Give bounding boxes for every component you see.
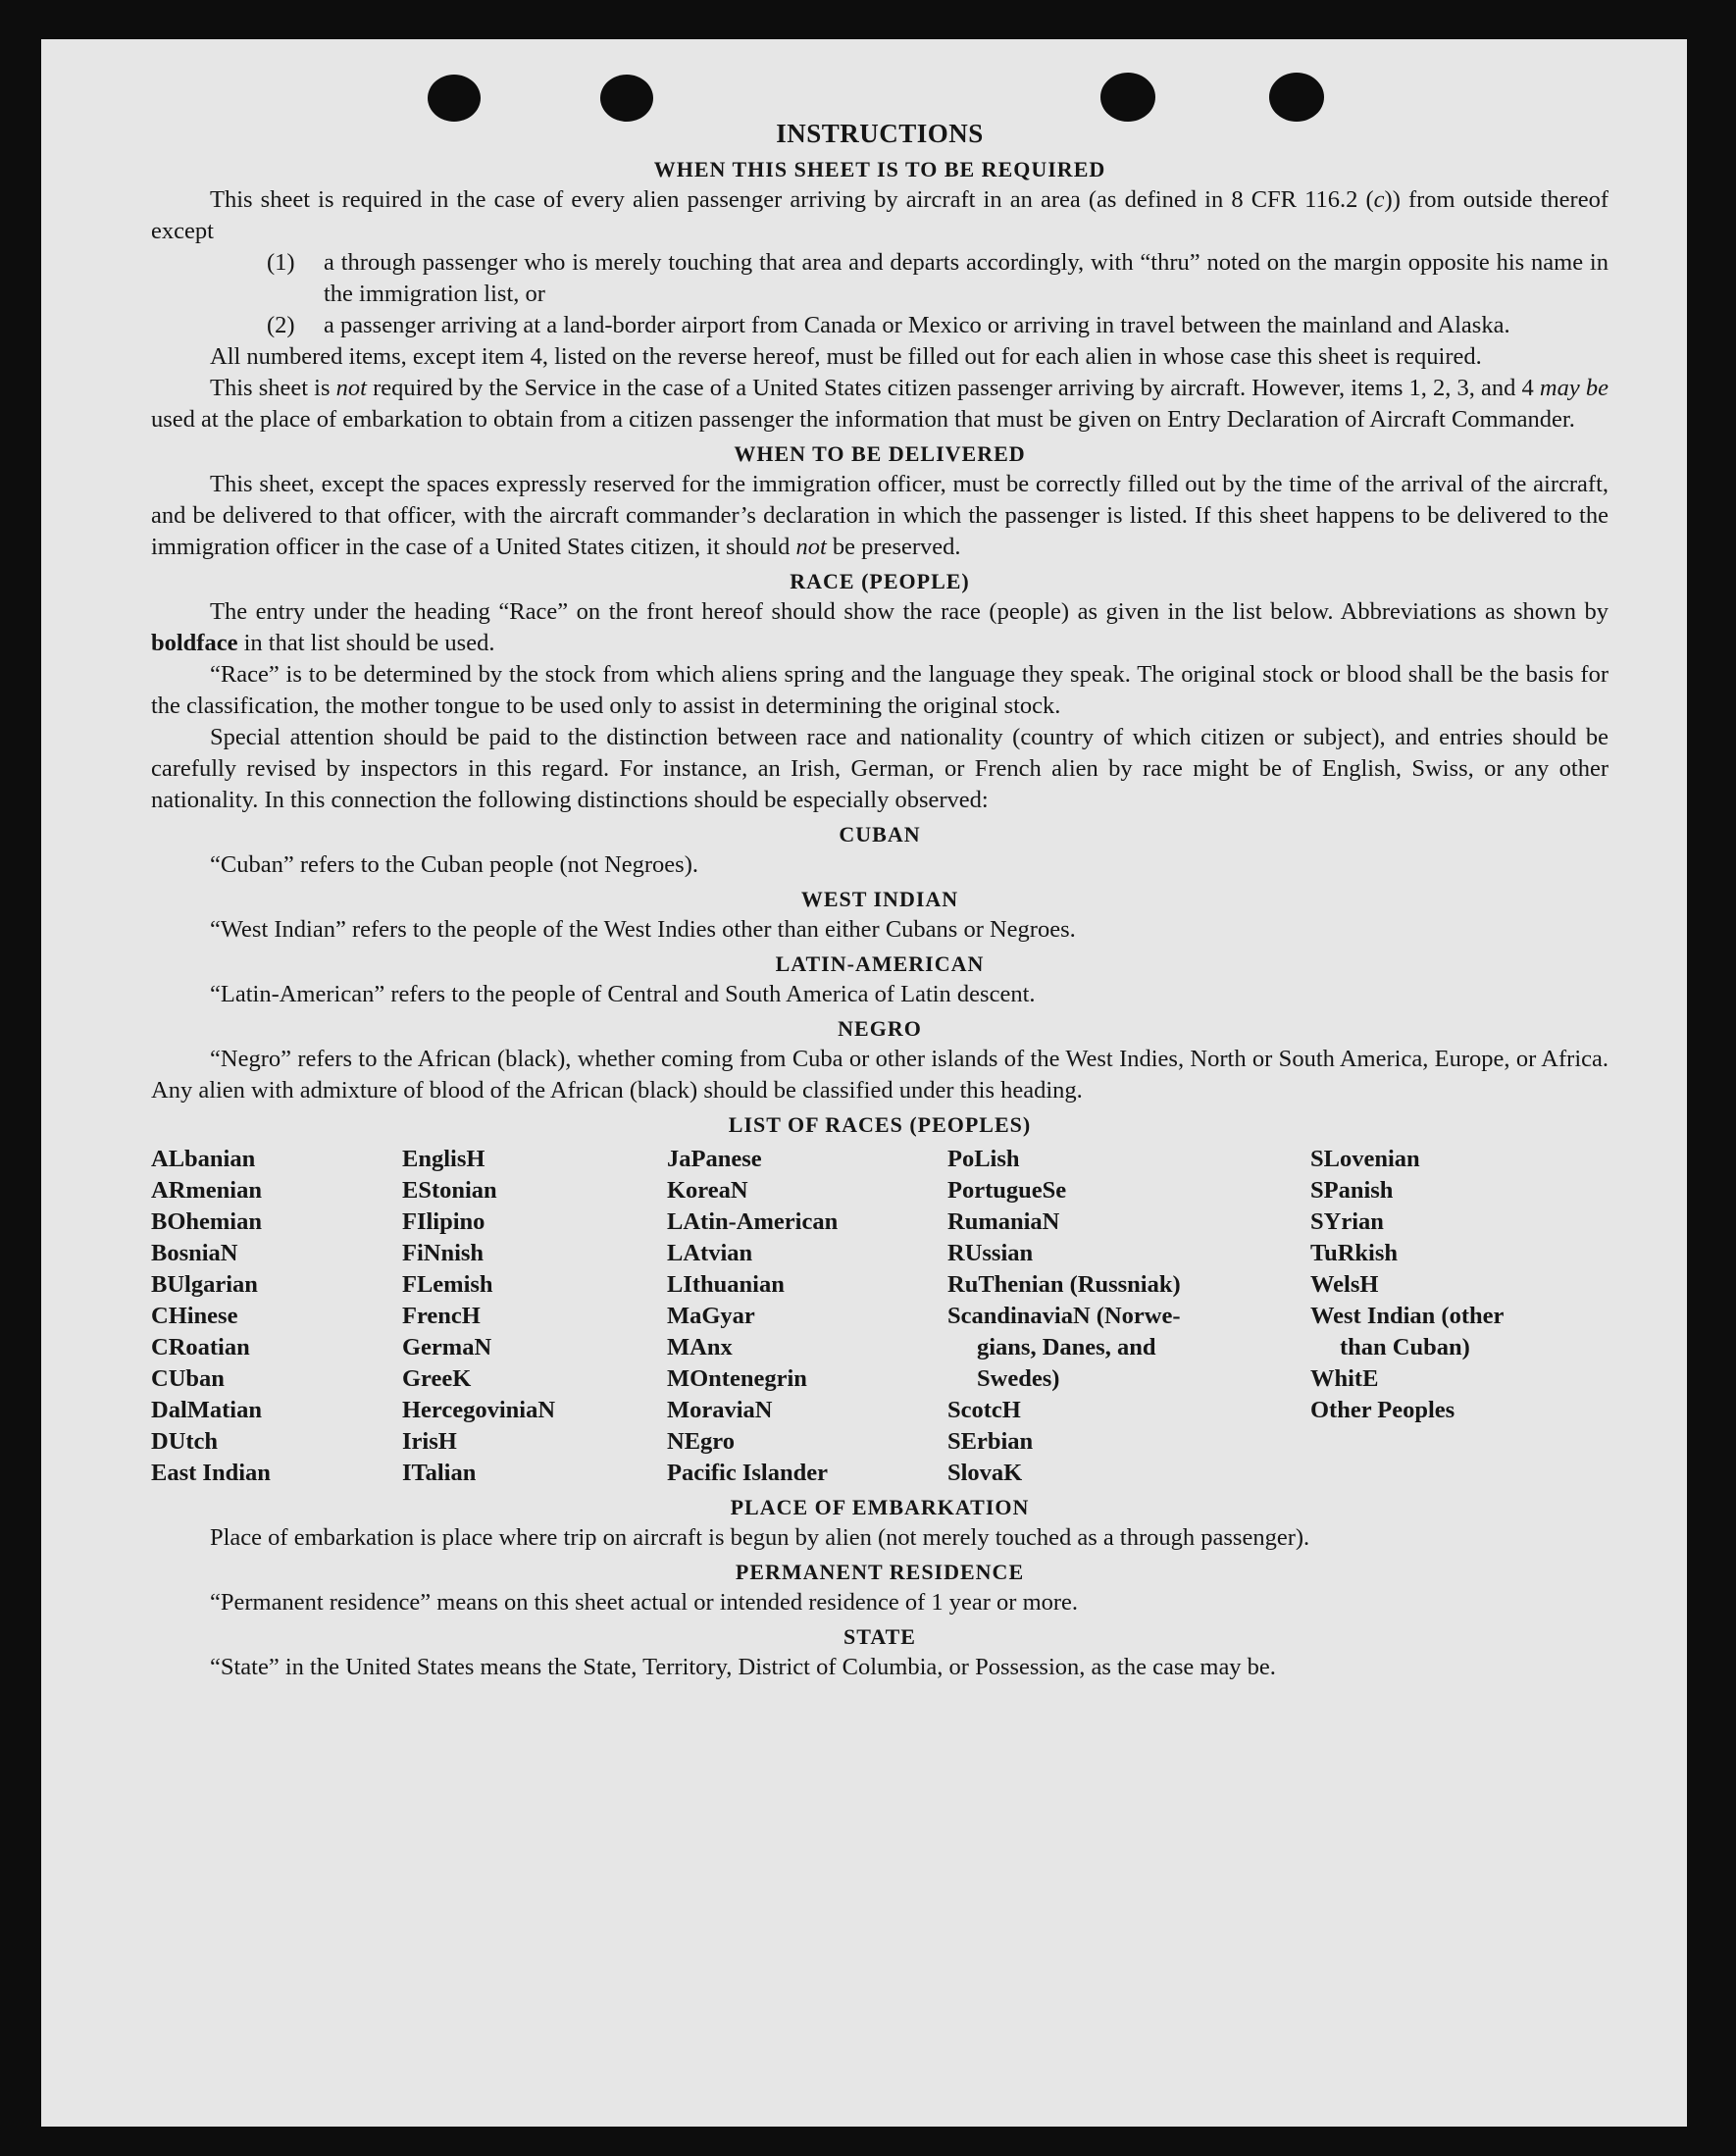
list-item: West Indian (other <box>1310 1303 1505 1329</box>
instructions-body <box>151 116 1608 1683</box>
document-page <box>41 39 1687 2127</box>
list-item: SPanish <box>1310 1177 1394 1204</box>
paragraph: All numbered items, except item 4, listed on the reverse hereof, must be filled out for each alien in whose case this sheet is required. <box>210 343 1482 370</box>
list-item: MAnx <box>667 1334 733 1360</box>
paragraph: “West Indian” refers to the people of the West Indies other than either Cubans or Negroes. <box>210 916 1076 943</box>
section-heading-latin-american: LATIN-AMERICAN <box>775 951 985 976</box>
list-item: TuRkish <box>1310 1240 1399 1266</box>
list-item: than Cuban) <box>1340 1334 1470 1360</box>
list-item: gians, Danes, and <box>977 1334 1156 1360</box>
paragraph: This sheet is not required by the Service in the case of a United States citizen passenger arriving by aircraft. However, items 1, 2, 3, and 4 may be used at the place of embarkation to obtain from a citizen passenger the information that must be given on Entry Declaration of Aircraft Commander. <box>151 375 1608 433</box>
section-heading-race: RACE (PEOPLE) <box>790 569 970 593</box>
section-heading-required: WHEN THIS SHEET IS TO BE REQUIRED <box>653 157 1106 181</box>
section-heading-negro: NEGRO <box>838 1016 922 1041</box>
punch-hole <box>1269 73 1324 122</box>
list-item: LAtvian <box>667 1240 753 1266</box>
list-item: CUban <box>151 1365 225 1392</box>
paragraph: “Negro” refers to the African (black), whether coming from Cuba or other islands of the West Indies, North or South America, Europe, or Africa. Any alien with admixture of blood of the African (black) should be classified under this heading. <box>151 1046 1608 1104</box>
list-item: KoreaN <box>667 1177 748 1204</box>
paragraph: The entry under the heading “Race” on the front hereof should show the race (people) as given in the list below. Abbreviations as shown by boldface in that list should be used. <box>151 598 1608 656</box>
list-item: ALbanian <box>151 1146 256 1172</box>
list-item: MoraviaN <box>667 1397 773 1423</box>
page-title: INSTRUCTIONS <box>776 119 984 148</box>
paragraph: This sheet is required in the case of every alien passenger arriving by aircraft in an area (as defined in 8 CFR 116.2 (c)) from outside thereof except <box>151 186 1608 244</box>
paragraph: This sheet, except the spaces expressly reserved for the immigration officer, must be correctly filled out by the time of the arrival of the aircraft, and be delivered to that officer, with the aircraft commander’s declaration in which the passenger is listed. If this sheet happens to be delivered to the immigration officer in the case of a United States citizen, it should not be preserved. <box>151 471 1608 560</box>
list-item: BosniaN <box>151 1240 238 1266</box>
list-item: PortugueSe <box>947 1177 1067 1204</box>
section-heading-cuban: CUBAN <box>839 822 921 847</box>
races-column <box>947 1144 1310 1489</box>
list-item: FIlipino <box>402 1208 485 1235</box>
paragraph: “State” in the United States means the State, Territory, District of Columbia, or Possession, as the case may be. <box>210 1654 1276 1680</box>
races-column <box>402 1144 667 1489</box>
list-item: NEgro <box>667 1428 735 1455</box>
paragraph: Place of embarkation is place where trip on aircraft is begun by alien (not merely touched as a through passenger). <box>210 1524 1310 1551</box>
list-item: (2) a passenger arriving at a land-border airport from Canada or Mexico or arriving in travel between the mainland and Alaska. <box>267 312 1510 338</box>
list-item: FLemish <box>402 1271 493 1298</box>
list-item: GermaN <box>402 1334 492 1360</box>
punch-hole <box>428 75 481 122</box>
paragraph: “Latin-American” refers to the people of Central and South America of Latin descent. <box>210 981 1036 1007</box>
list-item: Swedes) <box>977 1365 1060 1392</box>
races-column <box>151 1144 402 1489</box>
list-item: FiNnish <box>402 1240 485 1266</box>
list-item: HercegoviniaN <box>402 1397 556 1423</box>
list-item: EnglisH <box>402 1146 485 1172</box>
list-item: IrisH <box>402 1428 457 1455</box>
list-item: LIthuanian <box>667 1271 785 1298</box>
punch-hole <box>1100 73 1155 122</box>
list-item: PoLish <box>947 1146 1020 1172</box>
list-item: BOhemian <box>151 1208 262 1235</box>
list-item: DUtch <box>151 1428 219 1455</box>
list-item: MaGyar <box>667 1303 755 1329</box>
list-item: Other Peoples <box>1310 1397 1455 1423</box>
paragraph: “Cuban” refers to the Cuban people (not Negroes). <box>210 851 698 878</box>
list-item: SLovenian <box>1310 1146 1420 1172</box>
list-item: RuThenian (Russniak) <box>947 1271 1181 1298</box>
list-item: Pacific Islander <box>667 1460 828 1486</box>
list-item: RumaniaN <box>947 1208 1060 1235</box>
paragraph: “Permanent residence” means on this sheet actual or intended residence of 1 year or more. <box>210 1589 1079 1616</box>
list-item: ScandinaviaN (Norwe- <box>947 1303 1181 1329</box>
list-item: ScotcH <box>947 1397 1021 1423</box>
races-column <box>667 1144 947 1489</box>
list-item: WhitE <box>1310 1365 1379 1392</box>
list-item: JaPanese <box>667 1146 762 1172</box>
races-column <box>1310 1144 1605 1489</box>
section-heading-embarkation: PLACE OF EMBARKATION <box>730 1495 1030 1519</box>
list-item: EStonian <box>402 1177 497 1204</box>
paragraph: “Race” is to be determined by the stock from which aliens spring and the language they speak. The original stock or blood shall be the basis for the classification, the mother tongue to be used only to assist in determining the original stock. <box>151 661 1608 719</box>
list-item: ARmenian <box>151 1177 262 1204</box>
list-item: (1) a through passenger who is merely touching that area and departs accordingly, with “thru” noted on the margin opposite his name in the immigration list, or <box>267 249 1608 307</box>
section-heading-list-of-races: LIST OF RACES (PEOPLES) <box>728 1112 1032 1137</box>
races-list <box>151 1144 1608 1489</box>
list-item: BUlgarian <box>151 1271 258 1298</box>
punch-hole <box>600 75 653 122</box>
list-item: WelsH <box>1310 1271 1379 1298</box>
list-item: SlovaK <box>947 1460 1023 1486</box>
list-item: RUssian <box>947 1240 1034 1266</box>
section-heading-delivered: WHEN TO BE DELIVERED <box>734 441 1026 466</box>
section-heading-residence: PERMANENT RESIDENCE <box>735 1560 1025 1584</box>
list-item: GreeK <box>402 1365 472 1392</box>
list-item: FrencH <box>402 1303 481 1329</box>
list-item: CRoatian <box>151 1334 250 1360</box>
list-item: East Indian <box>151 1460 271 1486</box>
list-item: LAtin-American <box>667 1208 839 1235</box>
list-item: ITalian <box>402 1460 477 1486</box>
section-heading-west-indian: WEST INDIAN <box>800 887 959 911</box>
list-item: MOntenegrin <box>667 1365 807 1392</box>
list-item: SYrian <box>1310 1208 1384 1235</box>
list-item: SErbian <box>947 1428 1034 1455</box>
section-heading-state: STATE <box>843 1624 916 1649</box>
list-item: CHinese <box>151 1303 238 1329</box>
list-item: DalMatian <box>151 1397 262 1423</box>
paragraph: Special attention should be paid to the distinction between race and nationality (country of which citizen or subject), and entries should be carefully revised by inspectors in this regard. For instance, an Irish, German, or French alien by race might be of English, Swiss, or any other nationality. In this connection the following distinctions should be especially observed: <box>151 724 1608 813</box>
